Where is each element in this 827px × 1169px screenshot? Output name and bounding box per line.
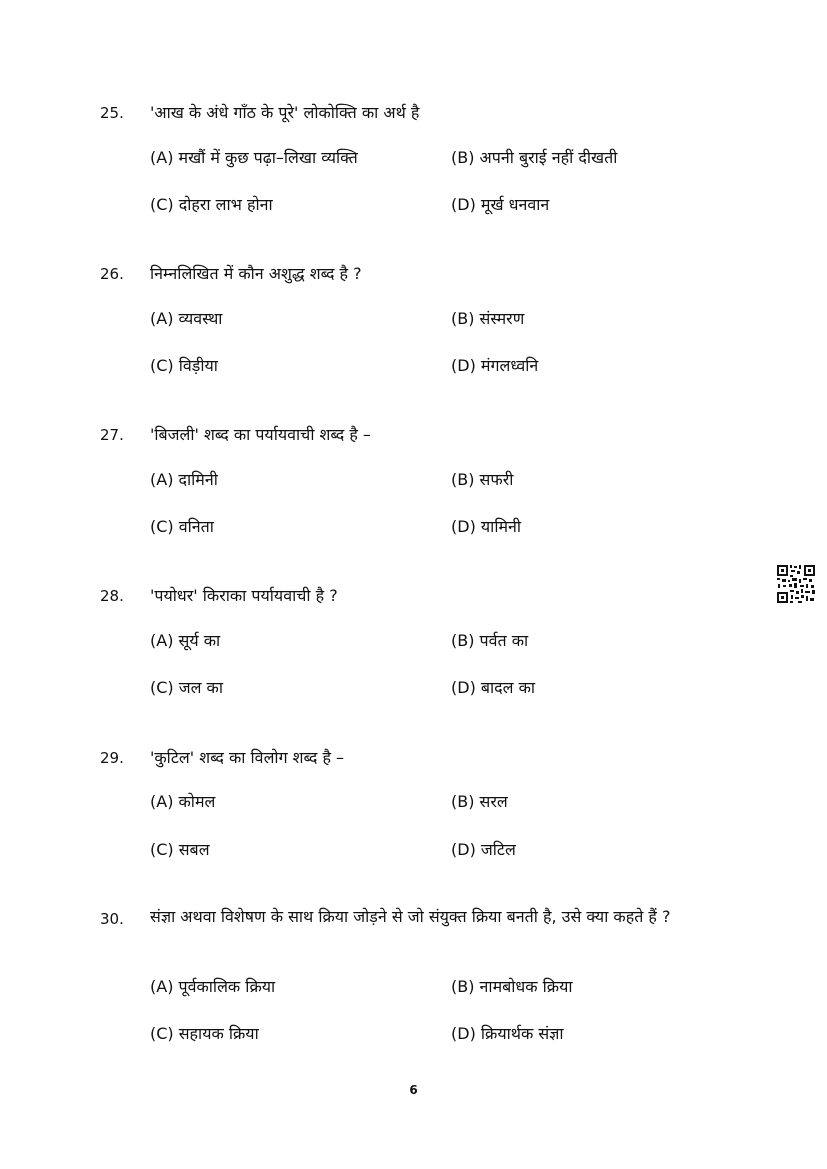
- option-c: (C) सहायक क्रिया: [150, 1024, 259, 1043]
- question-text: 'आख के अंधे गाँठ के पूरे' लोकोक्ति का अर्थ है: [150, 103, 420, 122]
- option-c: (C) वनिता: [150, 517, 214, 536]
- qr-code-icon: [776, 564, 816, 604]
- option-c: (C) विड़ीया: [150, 356, 218, 375]
- question-number: 26.: [100, 265, 124, 283]
- page-number: 6: [409, 1083, 418, 1097]
- option-b: (B) अपनी बुराई नहीं दीखती: [451, 148, 618, 167]
- option-a: (A) व्यवस्था: [150, 309, 223, 328]
- option-d: (D) मंगलध्वनि: [451, 356, 539, 375]
- option-d: (D) बादल का: [451, 678, 536, 697]
- question-number: 29.: [100, 749, 124, 767]
- option-c: (C) जल का: [150, 678, 223, 697]
- question-text: 'बिजली' शब्द का पर्यायवाची शब्द है –: [150, 425, 371, 444]
- option-a: (A) सूर्य का: [150, 631, 221, 650]
- option-a: (A) दामिनी: [150, 470, 218, 489]
- option-b: (B) सफरी: [451, 470, 514, 489]
- option-a: (A) पूर्वकालिक क्रिया: [150, 977, 276, 996]
- option-d: (D) जटिल: [451, 840, 516, 859]
- option-c: (C) दोहरा लाभ होना: [150, 195, 273, 214]
- option-d: (D) यामिनी: [451, 517, 522, 536]
- option-a: (A) मखौं में कुछ पढ़ा–लिखा व्यक्ति: [150, 148, 358, 167]
- option-b: (B) सरल: [451, 792, 508, 811]
- question-number: 25.: [100, 104, 124, 122]
- option-a: (A) कोमल: [150, 792, 216, 811]
- question-number: 30.: [100, 910, 124, 928]
- question-text: 'पयोधर' किराका पर्यायवाची है ?: [150, 586, 338, 605]
- question-number: 27.: [100, 426, 124, 444]
- option-d: (D) मूर्ख धनवान: [451, 195, 550, 214]
- question-text: संज्ञा अथवा विशेषण के साथ क्रिया जोड़ने से जो संयुक्त क्रिया बनती है, उसे क्या कहते हैं ?: [150, 907, 671, 926]
- option-b: (B) संस्मरण: [451, 309, 525, 328]
- question-number: 28.: [100, 587, 124, 605]
- option-d: (D) क्रियार्थक संज्ञा: [451, 1024, 564, 1043]
- question-text: 'कुटिल' शब्द का विलोग शब्द है –: [150, 748, 345, 767]
- option-c: (C) सबल: [150, 840, 210, 859]
- question-text: निम्नलिखित में कौन अशुद्ध शब्द है ?: [150, 264, 362, 283]
- option-b: (B) पर्वत का: [451, 631, 529, 650]
- option-b: (B) नामबोधक क्रिया: [451, 977, 573, 996]
